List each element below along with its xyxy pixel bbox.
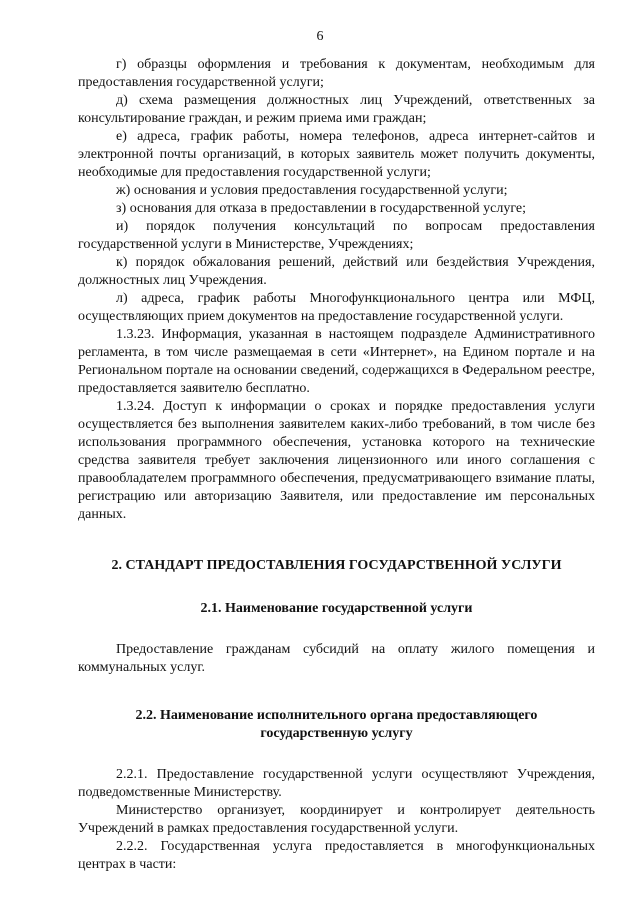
subsection-2-1-text: Предоставление гражданам субсидий на оплату жилого помещения и коммунальных услуг. bbox=[78, 642, 595, 675]
section-2-heading: 2. СТАНДАРТ ПРЕДОСТАВЛЕНИЯ ГОСУДАРСТВЕННОЙ УСЛУГИ bbox=[111, 558, 562, 573]
paragraph-1-3-23: 1.3.23. Информация, указанная в настоящем подразделе Административного регламента, в том числе размещаемая в сети «Интернет», на Едином портале и на Региональном портале на основании сведений, содержащихся в Федеральном реестре, предоставляется заявителю бесплатно. bbox=[78, 327, 595, 396]
subsection-2-2-heading-line2: государственную услугу bbox=[260, 726, 413, 741]
list-item-z: з) основания для отказа в предоставлении в государственной услуге; bbox=[116, 201, 527, 216]
paragraph-2-2-1: 2.2.1. Предоставление государственной услуги осуществляют Учреждения, подведомственные Министерству. bbox=[78, 767, 595, 800]
paragraph-2-2-2: 2.2.2. Государственная услуга предоставляется в многофункциональных центрах в части: bbox=[78, 839, 595, 872]
document-body bbox=[78, 56, 595, 874]
page-number: 6 bbox=[316, 29, 324, 44]
paragraph-1-3-24: 1.3.24. Доступ к информации о сроках и порядке предоставления услуги осуществляется без выполнения заявителем каких-либо требований, в том числе без использования программного обеспечения, установка которого на технические средства заявителя требует заключения лицензионного или иного соглашения с правообладателем программного обеспечения, предусматривающего взимание платы, регистрацию или авторизацию Заявителя, или предоставление им персональных данных. bbox=[78, 399, 595, 522]
list-item-g: г) образцы оформления и требования к документам, необходимым для предоставления государственной услуги; bbox=[78, 57, 595, 90]
list-item-k: к) порядок обжалования решений, действий или бездействия Учреждения, должностных лиц Учреждения. bbox=[78, 255, 595, 288]
list-item-e: е) адреса, график работы, номера телефонов, адреса интернет-сайтов и электронной почты организаций, в которых заявитель может получить документы, необходимые для предоставления государственной услуги; bbox=[78, 129, 595, 180]
paragraph-ministry: Министерство организует, координирует и контролирует деятельность Учреждений в рамках предоставления государственной услуги. bbox=[78, 803, 595, 836]
subsection-2-1-heading: 2.1. Наименование государственной услуги bbox=[200, 601, 473, 616]
list-item-l: л) адреса, график работы Многофункционального центра или МФЦ, осуществляющих прием документов на предоставление государственной услуги. bbox=[78, 291, 595, 324]
subsection-2-2-heading-line1: 2.2. Наименование исполнительного органа предоставляющего bbox=[135, 708, 538, 723]
list-item-i: и) порядок получения консультаций по вопросам предоставления государственной услуги в Министерстве, Учреждениях; bbox=[78, 219, 595, 252]
list-item-zh: ж) основания и условия предоставления государственной услуги; bbox=[116, 183, 508, 198]
list-item-d: д) схема размещения должностных лиц Учреждений, ответственных за консультирование граждан, и режим приема ими граждан; bbox=[78, 93, 595, 126]
subsection-2-2-heading bbox=[78, 707, 595, 743]
